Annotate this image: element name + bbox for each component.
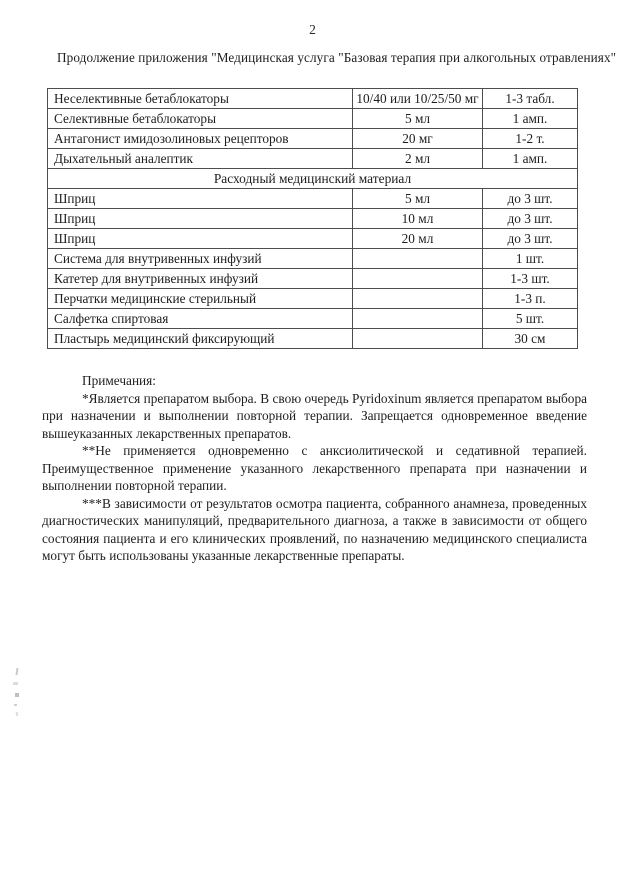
item-name-cell: Перчатки медицинские стерильный	[48, 289, 353, 309]
qty-cell: 1 амп.	[483, 109, 578, 129]
dose-cell: 10 мл	[353, 209, 483, 229]
qty-cell: 1-2 т.	[483, 129, 578, 149]
item-name-cell: Салфетка спиртовая	[48, 309, 353, 329]
dose-cell	[353, 249, 483, 269]
note-paragraph: **Не применяется одновременно с анксиолитической и седативной терапией. Преимущественное применение указанного лекарственного препарата при назначении и выполнении повторной терапии.	[42, 443, 587, 493]
note-paragraph: ***В зависимости от результатов осмотра пациента, собранного анамнеза, проведенных диагностических манипуляций, предварительного диагноза, а также в зависимости от общего состояния пациента и его клинических проявлений, по назначению медицинского специалиста могут быть использованы указанные лекарственные препараты.	[42, 495, 587, 563]
item-name-cell: Пластырь медицинский фиксирующий	[48, 329, 353, 349]
item-name-cell: Неселективные бетаблокаторы	[48, 89, 353, 109]
dose-cell: 10/40 или 10/25/50 мг	[353, 89, 483, 109]
dose-cell: 5 мл	[353, 109, 483, 129]
item-name-cell: Шприц	[48, 189, 353, 209]
qty-cell: до 3 шт.	[483, 209, 578, 229]
notes-section	[42, 372, 587, 565]
dose-cell: 20 мг	[353, 129, 483, 149]
document-header: Продолжение приложения "Медицинская услуга "Базовая терапия при алкогольных отравлениях"	[57, 50, 617, 65]
item-name-cell: Антагонист имидозолиновых рецепторов	[48, 129, 353, 149]
table-row	[48, 289, 578, 309]
note-paragraph: *Является препаратом выбора. В свою очередь Pyridoxinum является препаратом выбора при назначении и выполнении повторной терапии. Запрещается одновременное введение вышеуказанных лекарственных препаратов.	[42, 390, 587, 441]
dose-cell: 2 мл	[353, 149, 483, 169]
qty-cell: до 3 шт.	[483, 229, 578, 249]
section-header-cell: Расходный медицинский материал	[48, 169, 578, 189]
medication-table	[47, 88, 578, 349]
table-row	[48, 229, 578, 249]
table-row	[48, 269, 578, 289]
dose-cell	[353, 329, 483, 349]
table-row	[48, 129, 578, 149]
table-row	[48, 309, 578, 329]
dose-cell	[353, 269, 483, 289]
qty-cell: 1 амп.	[483, 149, 578, 169]
qty-cell: 1 шт.	[483, 249, 578, 269]
item-name-cell: Селективные бетаблокаторы	[48, 109, 353, 129]
dose-cell: 5 мл	[353, 189, 483, 209]
item-name-cell: Шприц	[48, 229, 353, 249]
section-header-row	[48, 169, 578, 189]
dose-cell: 20 мл	[353, 229, 483, 249]
notes-title: Примечания:	[82, 373, 156, 388]
item-name-cell: Дыхательный аналептик	[48, 149, 353, 169]
page-number: 2	[309, 22, 316, 37]
qty-cell: 30 см	[483, 329, 578, 349]
table-row	[48, 109, 578, 129]
dose-cell	[353, 309, 483, 329]
table-row	[48, 209, 578, 229]
table-row	[48, 149, 578, 169]
qty-cell: 1-3 шт.	[483, 269, 578, 289]
qty-cell: 5 шт.	[483, 309, 578, 329]
scan-artifact	[8, 660, 28, 720]
qty-cell: до 3 шт.	[483, 189, 578, 209]
table-row	[48, 249, 578, 269]
qty-cell: 1-3 табл.	[483, 89, 578, 109]
table-row	[48, 189, 578, 209]
item-name-cell: Катетер для внутривенных инфузий	[48, 269, 353, 289]
item-name-cell: Система для внутривенных инфузий	[48, 249, 353, 269]
qty-cell: 1-3 п.	[483, 289, 578, 309]
table-row	[48, 89, 578, 109]
table-row	[48, 329, 578, 349]
item-name-cell: Шприц	[48, 209, 353, 229]
dose-cell	[353, 289, 483, 309]
